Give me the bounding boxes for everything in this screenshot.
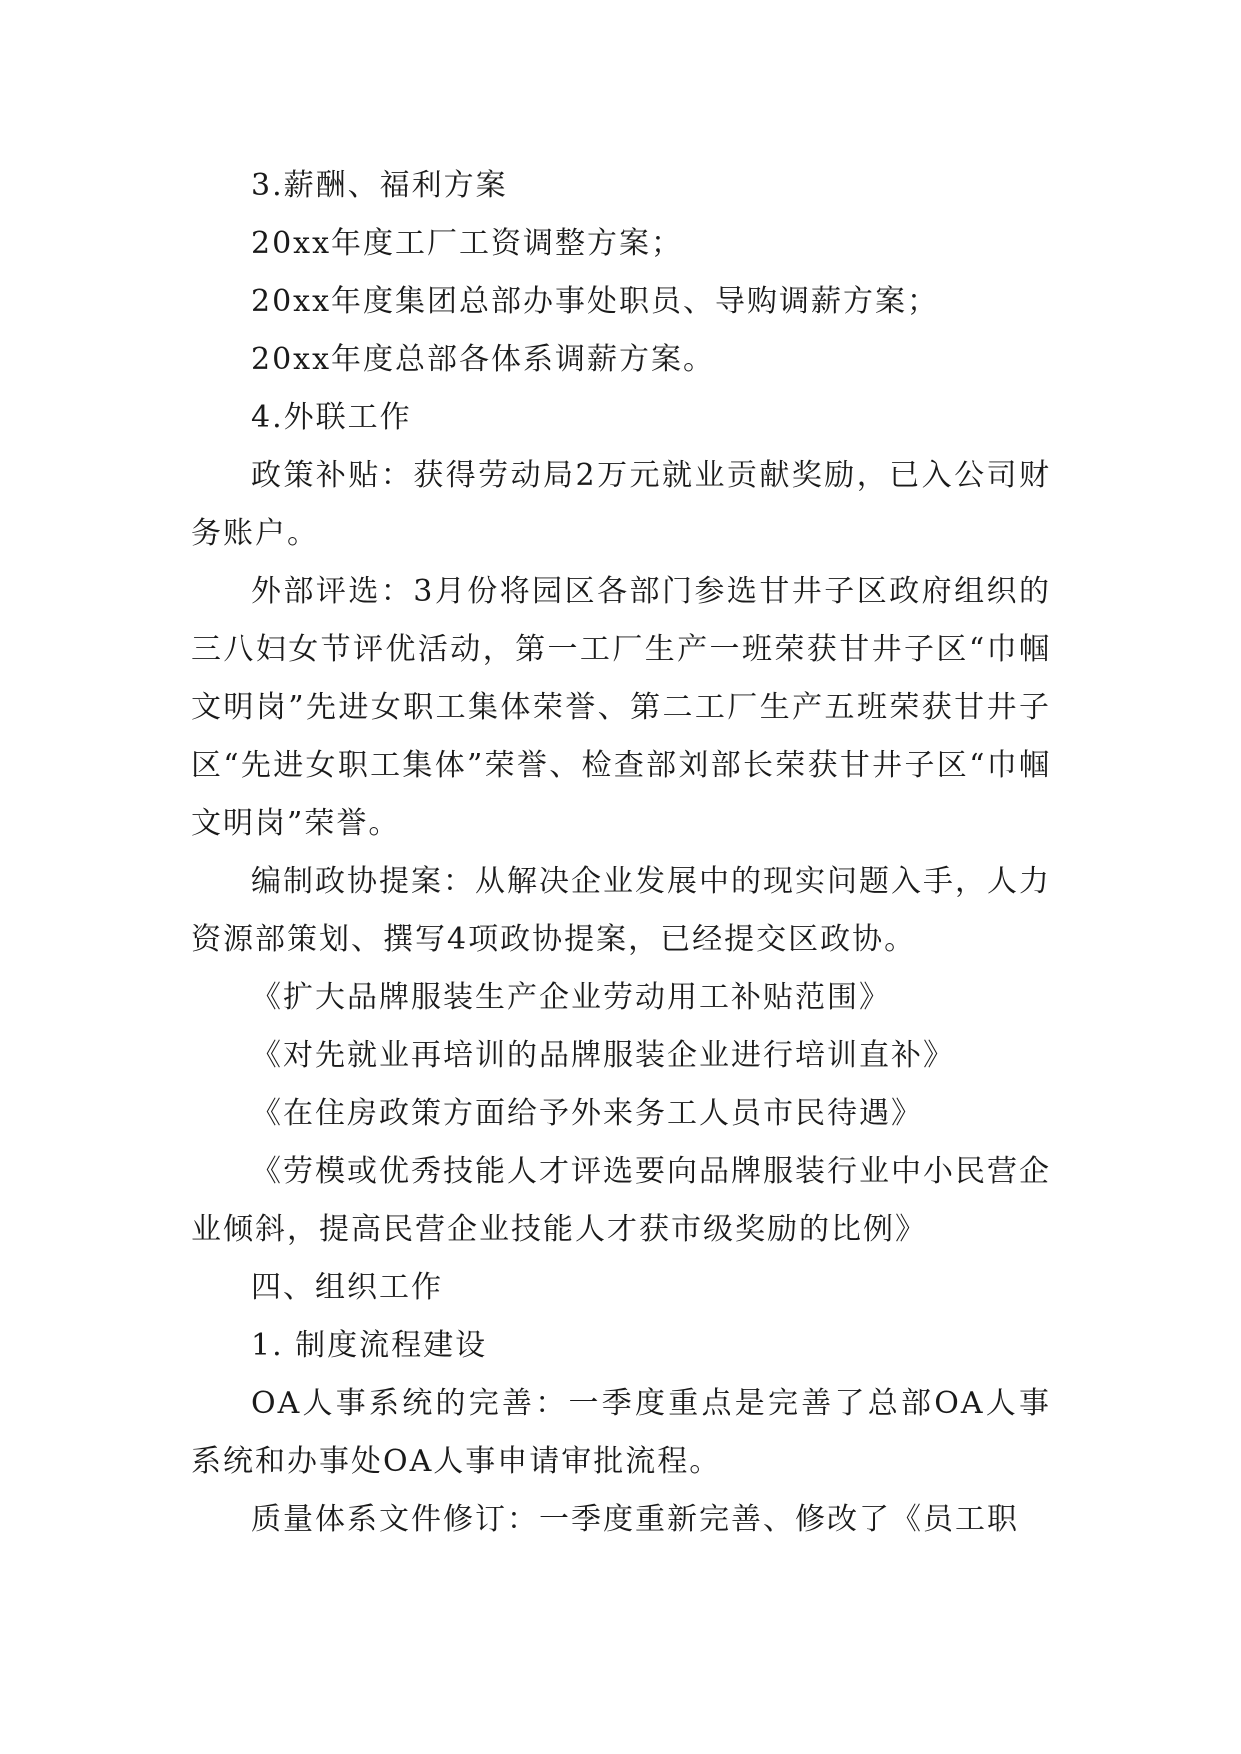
list-item-factory-wage: 20xx年度工厂工资调整方案； — [251, 226, 684, 261]
proposal-item-4: 《劳模或优秀技能人才评选要向品牌服装行业中小民营企业倾斜，提高民营企业技能人才获市级奖励的比例》 — [191, 1154, 1051, 1247]
heading-process-building: 1. 制度流程建设 — [251, 1328, 488, 1363]
proposal-item-1: 《扩大品牌服装生产企业劳动用工补贴范围》 — [251, 980, 891, 1015]
proposal-item-3: 《在住房政策方面给予外来务工人员市民待遇》 — [251, 1096, 923, 1131]
heading-salary-benefits: 3.薪酬、福利方案 — [251, 168, 508, 203]
paragraph-cppcc-proposals: 编制政协提案：从解决企业发展中的现实问题入手，人力资源部策划、撰写4项政协提案，已经提交区政协。 — [191, 864, 1051, 957]
list-item-hq-staff-salary: 20xx年度集团总部办事处职员、导购调薪方案； — [251, 284, 940, 319]
list-item-hq-system-salary: 20xx年度总部各体系调薪方案。 — [251, 342, 716, 377]
paragraph-policy-subsidy: 政策补贴：获得劳动局2万元就业贡献奖励，已入公司财务账户。 — [191, 458, 1051, 551]
paragraph-quality-docs: 质量体系文件修订：一季度重新完善、修改了《员工职 — [251, 1502, 1019, 1537]
heading-external-relations: 4.外联工作 — [251, 400, 412, 435]
paragraph-oa-system: OA人事系统的完善：一季度重点是完善了总部OA人事系统和办事处OA人事申请审批流程。 — [191, 1386, 1051, 1479]
proposal-item-2: 《对先就业再培训的品牌服装企业进行培训直补》 — [251, 1038, 955, 1073]
document-body — [191, 157, 1051, 1549]
paragraph-external-awards: 外部评选：3月份将园区各部门参选甘井子区政府组织的三八妇女节评优活动，第一工厂生产一班荣获甘井子区“巾帼文明岗”先进女职工集体荣誉、第二工厂生产五班荣获甘井子区“先进女职工集体”荣誉、检查部刘部长荣获甘井子区“巾帼文明岗”荣誉。 — [191, 574, 1051, 841]
heading-organization-work: 四、组织工作 — [251, 1270, 443, 1305]
